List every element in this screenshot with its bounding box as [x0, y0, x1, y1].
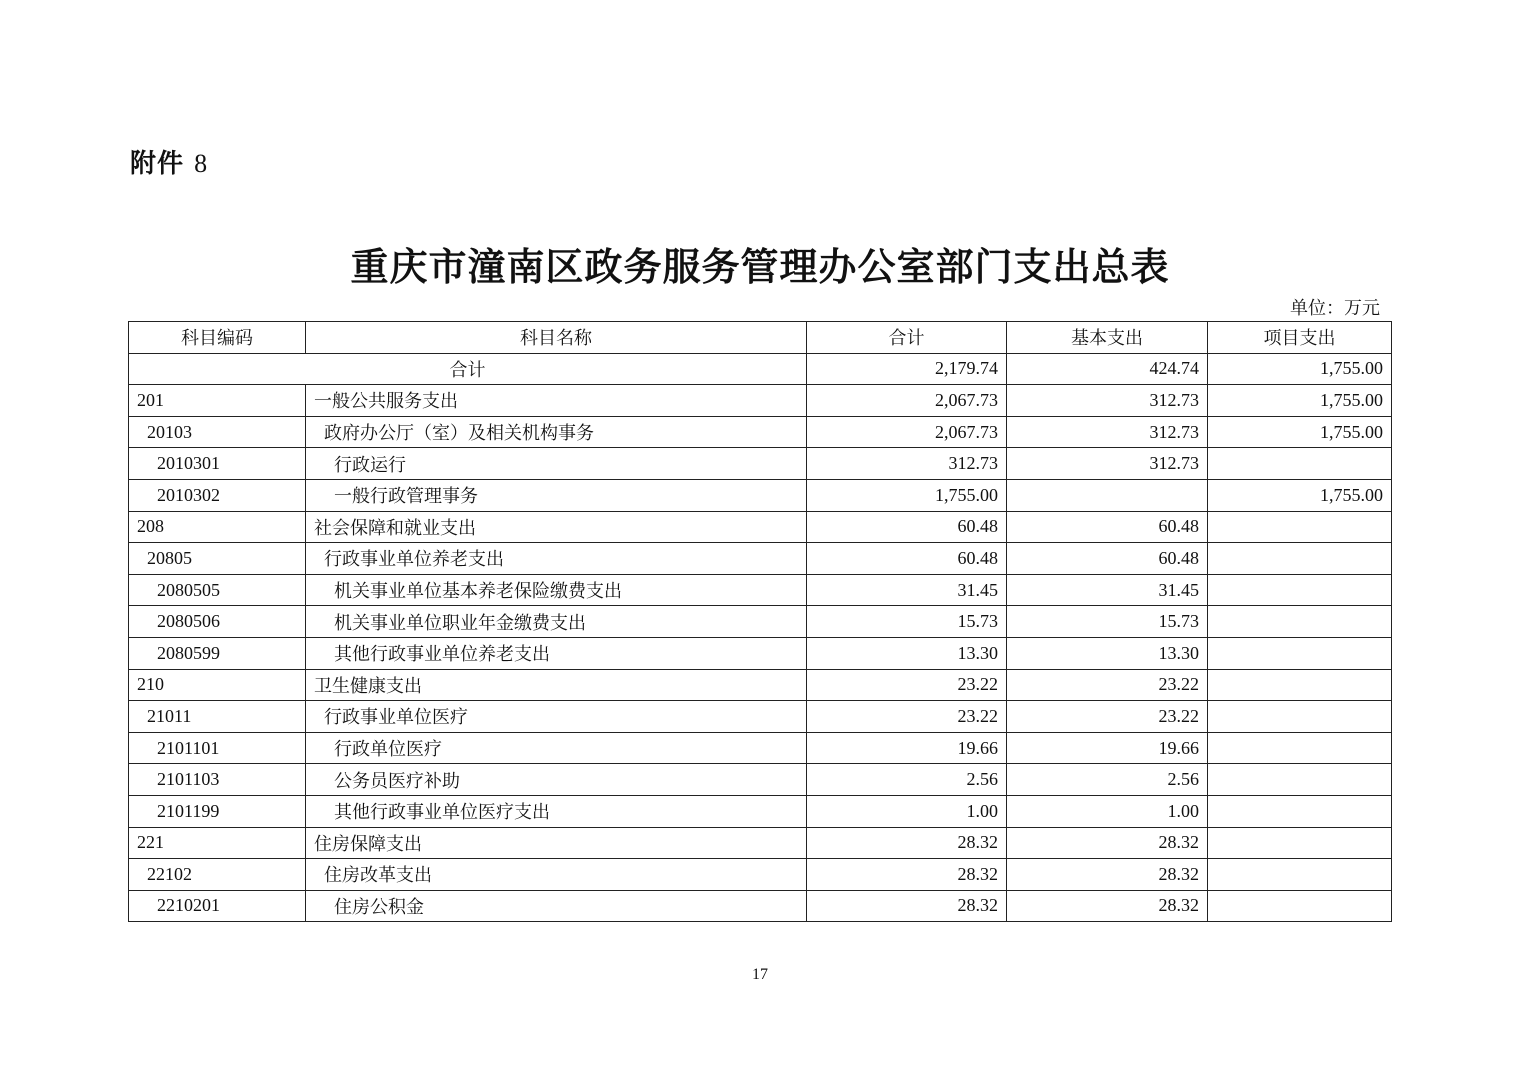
total-project: 1,755.00	[1208, 353, 1392, 385]
attachment-label	[130, 143, 208, 180]
cell-total: 28.32	[807, 890, 1007, 922]
cell-code: 2101101	[129, 732, 306, 764]
cell-name: 机关事业单位职业年金缴费支出	[306, 606, 807, 638]
cell-code: 2101199	[129, 795, 306, 827]
cell-code: 2080599	[129, 637, 306, 669]
table-row	[129, 795, 1392, 827]
page-number: 17	[752, 966, 768, 983]
cell-code: 20805	[129, 543, 306, 575]
attachment-text: 附件	[130, 149, 185, 179]
cell-total: 13.30	[807, 637, 1007, 669]
cell-project	[1208, 574, 1392, 606]
table-row	[129, 764, 1392, 796]
cell-total: 60.48	[807, 543, 1007, 575]
cell-basic: 23.22	[1007, 669, 1208, 701]
cell-name: 政府办公厅（室）及相关机构事务	[306, 416, 807, 448]
cell-project: 1,755.00	[1208, 385, 1392, 417]
cell-total: 19.66	[807, 732, 1007, 764]
table-row	[129, 606, 1392, 638]
cell-basic	[1007, 479, 1208, 511]
cell-project	[1208, 511, 1392, 543]
cell-total: 23.22	[807, 669, 1007, 701]
cell-name: 住房改革支出	[306, 859, 807, 891]
cell-basic: 312.73	[1007, 448, 1208, 480]
cell-project	[1208, 543, 1392, 575]
attachment-number: 8	[194, 149, 209, 178]
cell-project	[1208, 669, 1392, 701]
table-row	[129, 701, 1392, 733]
cell-code: 2010302	[129, 479, 306, 511]
cell-name: 住房公积金	[306, 890, 807, 922]
table-row	[129, 479, 1392, 511]
header-basic: 基本支出	[1007, 322, 1208, 354]
header-name: 科目名称	[306, 322, 807, 354]
cell-basic: 2.56	[1007, 764, 1208, 796]
cell-name: 社会保障和就业支出	[306, 511, 807, 543]
cell-project	[1208, 890, 1392, 922]
cell-code: 21011	[129, 701, 306, 733]
cell-name: 公务员医疗补助	[306, 764, 807, 796]
cell-basic: 312.73	[1007, 385, 1208, 417]
table-row	[129, 827, 1392, 859]
cell-code: 208	[129, 511, 306, 543]
cell-basic: 1.00	[1007, 795, 1208, 827]
cell-total: 2,067.73	[807, 385, 1007, 417]
header-project: 项目支出	[1208, 322, 1392, 354]
total-sum: 2,179.74	[807, 353, 1007, 385]
total-basic: 424.74	[1007, 353, 1208, 385]
unit-label: 单位：万元	[1290, 298, 1380, 318]
table-row	[129, 448, 1392, 480]
cell-basic: 13.30	[1007, 637, 1208, 669]
cell-project	[1208, 859, 1392, 891]
cell-total: 312.73	[807, 448, 1007, 480]
cell-project	[1208, 448, 1392, 480]
cell-code: 221	[129, 827, 306, 859]
table-row	[129, 859, 1392, 891]
cell-code: 20103	[129, 416, 306, 448]
table-row	[129, 385, 1392, 417]
cell-total: 23.22	[807, 701, 1007, 733]
cell-code: 2101103	[129, 764, 306, 796]
cell-total: 1.00	[807, 795, 1007, 827]
cell-project	[1208, 827, 1392, 859]
cell-name: 其他行政事业单位医疗支出	[306, 795, 807, 827]
cell-project	[1208, 637, 1392, 669]
cell-project	[1208, 732, 1392, 764]
cell-name: 卫生健康支出	[306, 669, 807, 701]
cell-project	[1208, 764, 1392, 796]
cell-code: 2210201	[129, 890, 306, 922]
cell-code: 201	[129, 385, 306, 417]
cell-basic: 28.32	[1007, 827, 1208, 859]
cell-basic: 19.66	[1007, 732, 1208, 764]
cell-basic: 312.73	[1007, 416, 1208, 448]
table-row	[129, 511, 1392, 543]
cell-code: 2080506	[129, 606, 306, 638]
cell-name: 行政事业单位医疗	[306, 701, 807, 733]
cell-project: 1,755.00	[1208, 479, 1392, 511]
cell-name: 一般行政管理事务	[306, 479, 807, 511]
table-row	[129, 637, 1392, 669]
cell-basic: 28.32	[1007, 890, 1208, 922]
cell-total: 2.56	[807, 764, 1007, 796]
cell-total: 31.45	[807, 574, 1007, 606]
cell-total: 60.48	[807, 511, 1007, 543]
cell-name: 其他行政事业单位养老支出	[306, 637, 807, 669]
table-row	[129, 543, 1392, 575]
cell-name: 住房保障支出	[306, 827, 807, 859]
cell-name: 行政单位医疗	[306, 732, 807, 764]
cell-project	[1208, 701, 1392, 733]
cell-project: 1,755.00	[1208, 416, 1392, 448]
table-row	[129, 416, 1392, 448]
header-total: 合计	[807, 322, 1007, 354]
cell-name: 行政事业单位养老支出	[306, 543, 807, 575]
page-title: 重庆市潼南区政务服务管理办公室部门支出总表	[350, 244, 1170, 289]
table-row	[129, 890, 1392, 922]
cell-total: 15.73	[807, 606, 1007, 638]
cell-total: 2,067.73	[807, 416, 1007, 448]
cell-total: 28.32	[807, 859, 1007, 891]
cell-code: 22102	[129, 859, 306, 891]
table-row	[129, 574, 1392, 606]
cell-basic: 15.73	[1007, 606, 1208, 638]
total-row	[129, 353, 1392, 385]
expenditure-table	[128, 321, 1392, 922]
cell-basic: 23.22	[1007, 701, 1208, 733]
cell-basic: 60.48	[1007, 511, 1208, 543]
cell-basic: 28.32	[1007, 859, 1208, 891]
cell-code: 210	[129, 669, 306, 701]
cell-project	[1208, 795, 1392, 827]
cell-total: 28.32	[807, 827, 1007, 859]
table-row	[129, 669, 1392, 701]
cell-project	[1208, 606, 1392, 638]
cell-total: 1,755.00	[807, 479, 1007, 511]
cell-name: 机关事业单位基本养老保险缴费支出	[306, 574, 807, 606]
cell-code: 2080505	[129, 574, 306, 606]
header-code: 科目编码	[129, 322, 306, 354]
total-label: 合计	[129, 353, 807, 385]
cell-name: 行政运行	[306, 448, 807, 480]
cell-basic: 60.48	[1007, 543, 1208, 575]
table-header-row	[129, 322, 1392, 354]
cell-name: 一般公共服务支出	[306, 385, 807, 417]
cell-basic: 31.45	[1007, 574, 1208, 606]
cell-code: 2010301	[129, 448, 306, 480]
table-row	[129, 732, 1392, 764]
